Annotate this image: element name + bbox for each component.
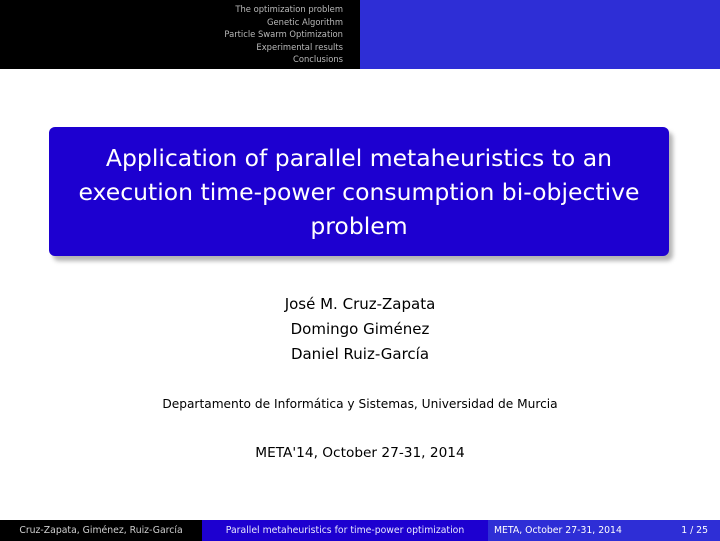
- nav-section-experimental-results[interactable]: Experimental results: [256, 41, 343, 52]
- title-line: problem: [310, 211, 408, 240]
- title-line: execution time-power consumption bi-objective: [78, 177, 640, 206]
- page-number: 1 / 25: [681, 525, 708, 536]
- footer-event: META, October 27-31, 2014: [494, 525, 622, 536]
- nav-section-optimization-problem[interactable]: The optimization problem: [235, 4, 343, 15]
- author-name: Domingo Giménez: [290, 320, 430, 338]
- footer-event-page: [488, 520, 720, 541]
- nav-section-conclusions[interactable]: Conclusions: [292, 54, 343, 65]
- top-navigation-bar: [0, 0, 720, 69]
- footer-short-title: Parallel metaheuristics for time-power optimization: [202, 520, 488, 541]
- slide-title: [49, 127, 669, 256]
- author-name: José M. Cruz-Zapata: [284, 295, 436, 313]
- nav-section-genetic-algorithm[interactable]: Genetic Algorithm: [267, 16, 343, 27]
- footer-authors: Cruz-Zapata, Giménez, Ruiz-García: [0, 520, 202, 541]
- title-line: Application of parallel metaheuristics to an: [105, 143, 613, 172]
- institute: Departamento de Informática y Sistemas, Universidad de Murcia: [162, 397, 558, 411]
- title-block: [49, 127, 669, 256]
- section-navigation: [0, 0, 360, 69]
- event-date: META'14, October 27-31, 2014: [255, 445, 465, 461]
- footer-bar: [0, 520, 720, 541]
- author-list: [0, 292, 720, 367]
- subsection-navigation: [360, 0, 720, 69]
- author-name: Daniel Ruiz-García: [290, 345, 430, 363]
- nav-section-particle-swarm[interactable]: Particle Swarm Optimization: [224, 29, 343, 40]
